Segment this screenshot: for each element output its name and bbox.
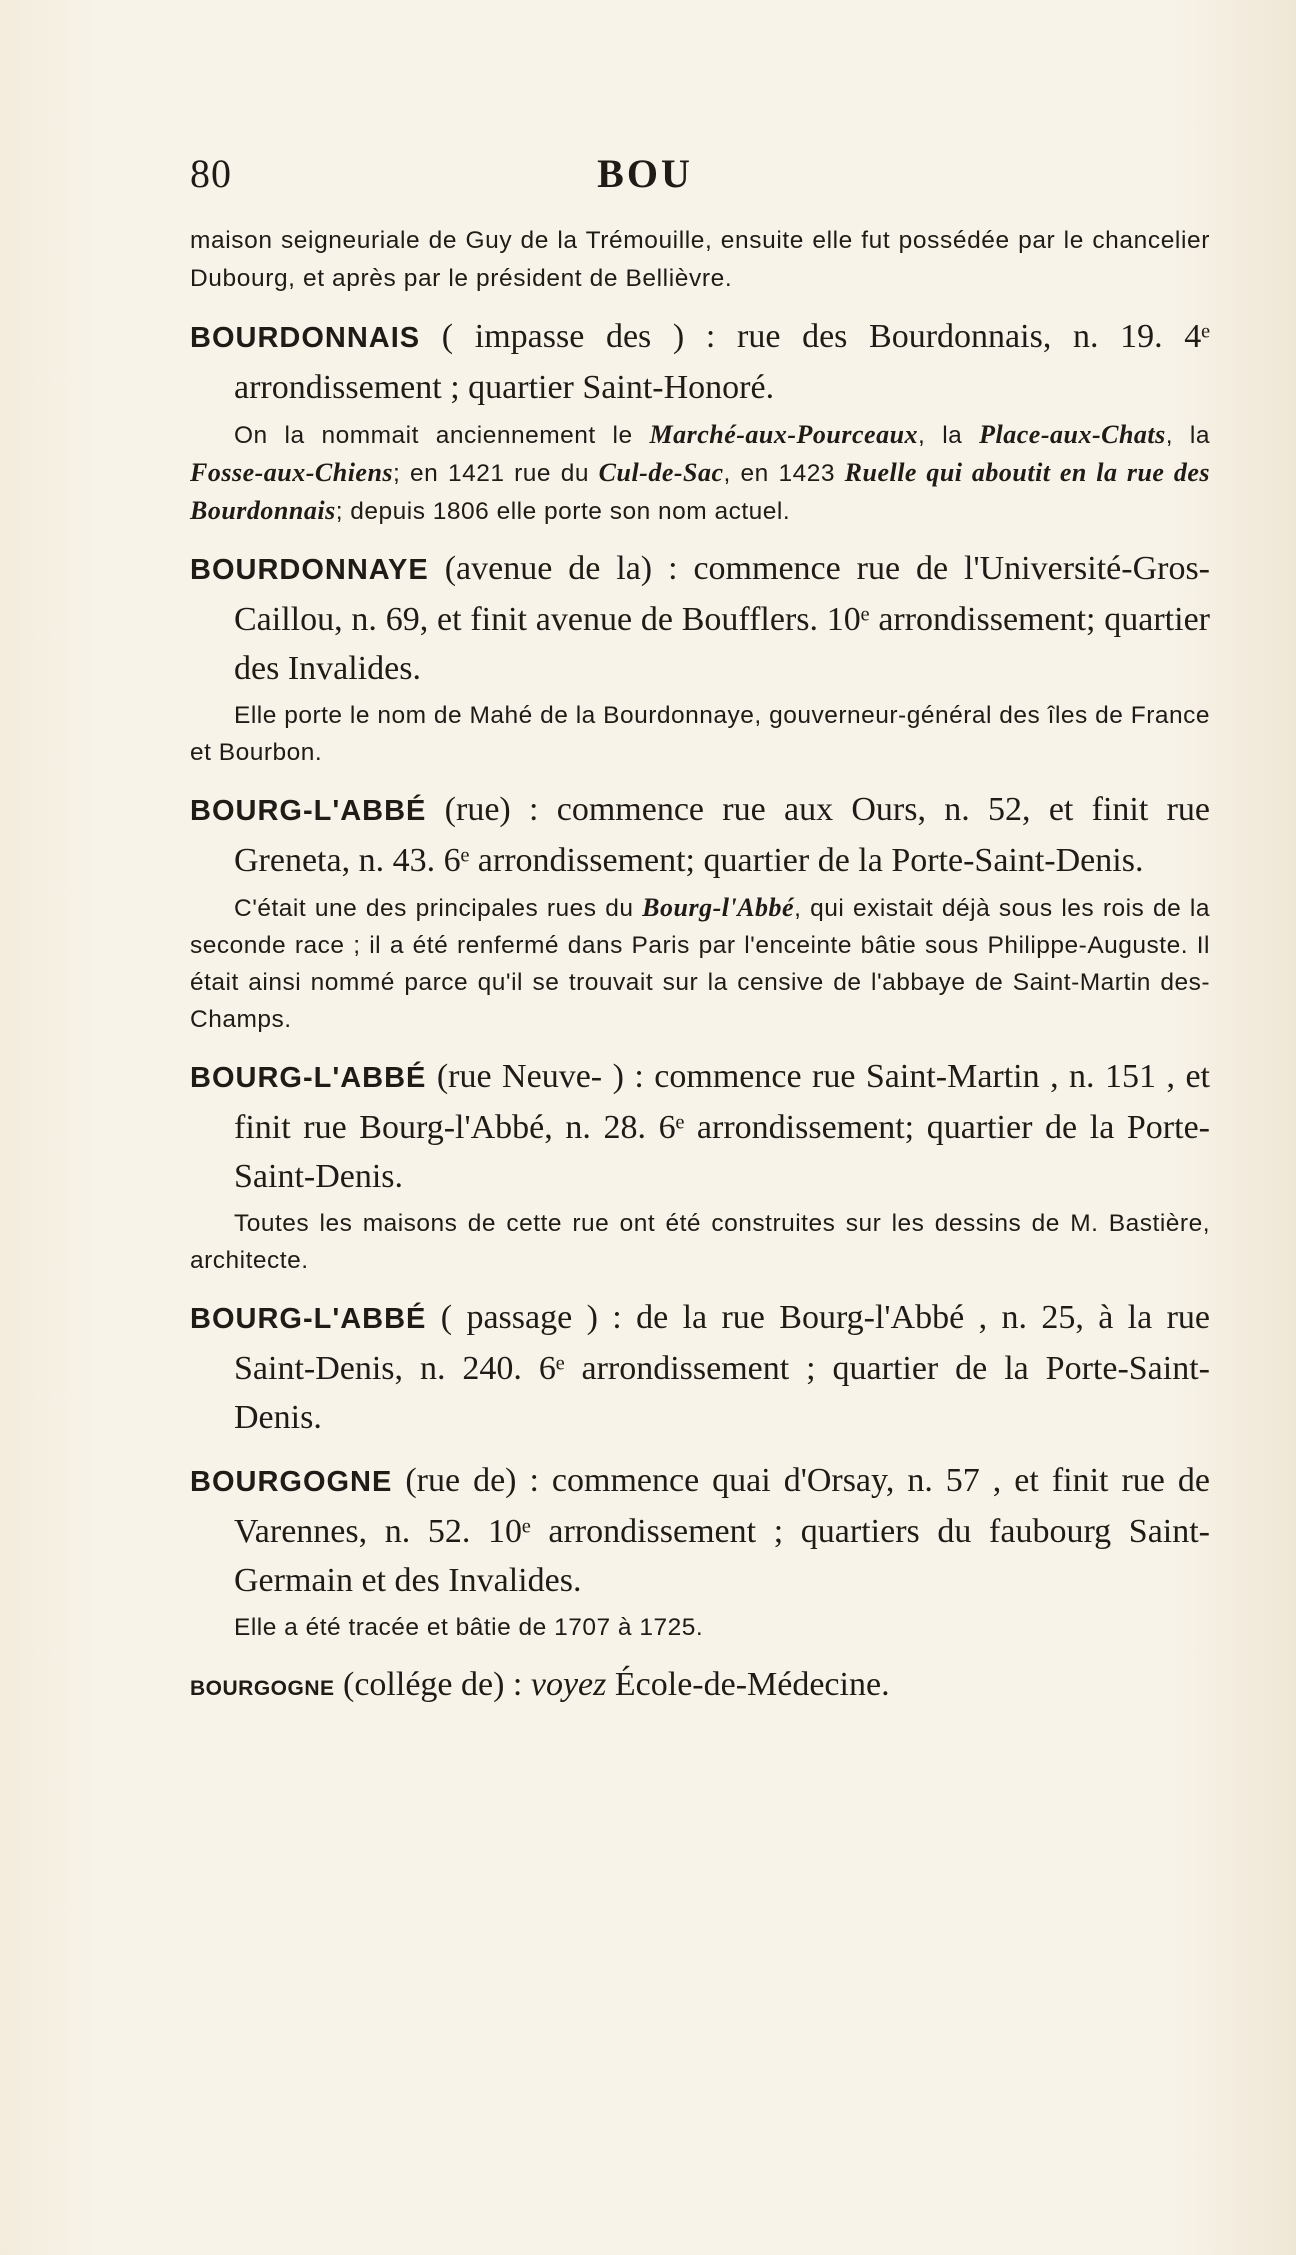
entry-text: (rue Neuve- ) : commence rue Saint-Martin , n. 151 , et finit rue Bourg-l'Abbé, n. 28. 6ᵉ arrondissement; quartier de la Porte-Saint-Denis. <box>234 1058 1210 1195</box>
running-head: BOU <box>597 151 693 196</box>
entry-note <box>190 1205 1210 1279</box>
entry-headword: BOURGOGNE <box>190 1677 335 1700</box>
entry-headword: BOURG-L'ABBÉ <box>190 1062 427 1094</box>
italic-text: Fosse-aux-Chiens <box>190 458 394 487</box>
entry-main <box>190 1660 1210 1713</box>
entry-headword: BOURDONNAYE <box>190 554 429 586</box>
page-content <box>190 222 1210 1727</box>
entry-text: ( impasse des ) : rue des Bourdonnais, n. 19. 4ᵉ arrondissement ; quartier Saint-Honoré. <box>234 318 1210 406</box>
entry-bourg-labbe-rue-neuve <box>190 1052 1210 1279</box>
italic-text: Place-aux-Chats <box>979 420 1166 449</box>
note-text: ; depuis 1806 elle porte son nom actuel. <box>335 498 791 525</box>
note-text: (collége de) : <box>334 1666 531 1703</box>
note-text: , en 1423 <box>723 460 845 487</box>
page-header <box>190 150 1100 200</box>
italic-text: Marché-aux-Pourceaux <box>649 420 919 449</box>
entry-text: (avenue de la) : commence rue de l'Université-Gros-Caillou, n. 69, et finit avenue de Boufflers. 10ᵉ arrondissement; quartier des Invalides. <box>234 550 1210 687</box>
italic-text: voyez <box>530 1666 607 1703</box>
entry-main <box>190 1052 1210 1201</box>
entry-bourgogne-rue <box>190 1456 1210 1646</box>
continuation-text: maison seigneuriale de Guy de la Trémouille, ensuite elle fut possédée par le chancelier Dubourg, et après par le président de Bellièvre. <box>190 227 1210 292</box>
entry-bourdonnais <box>190 312 1210 530</box>
entry-bourg-labbe-passage <box>190 1293 1210 1442</box>
note-text: ; en 1421 rue du <box>393 460 599 487</box>
entry-headword: BOURG-L'ABBÉ <box>190 795 427 827</box>
entry-bourg-labbe-rue <box>190 785 1210 1038</box>
entry-main <box>190 1293 1210 1442</box>
note-text: , qui existait déjà sous les rois de la seconde race ; il a été renfermé dans Paris par l'enceinte bâtie sous Philippe-Auguste. Il était ainsi nommé parce qu'il se trouvait sur la censive de l'abbaye de Saint-Martin des-Champs. <box>190 895 1210 1033</box>
entry-bourdonnaye <box>190 544 1210 771</box>
entry-note <box>190 889 1210 1038</box>
italic-text: Bourg-l'Abbé <box>642 893 795 922</box>
entry-headword: BOURDONNAIS <box>190 322 421 354</box>
page-number: 80 <box>190 151 232 196</box>
entry-text: (rue) : commence rue aux Ours, n. 52, et finit rue Greneta, n. 43. 6ᵉ arrondissement; quartier de la Porte-Saint-Denis. <box>234 791 1210 879</box>
entry-main <box>190 785 1210 885</box>
note-text: École-de-Médecine. <box>606 1666 890 1703</box>
note-text: C'était une des principales rues du <box>234 895 643 922</box>
entry-headword: BOURG-L'ABBÉ <box>190 1303 427 1335</box>
entry-main <box>190 544 1210 693</box>
entry-main <box>190 1456 1210 1605</box>
entry-text: ( passage ) : de la rue Bourg-l'Abbé , n. 25, à la rue Saint-Denis, n. 240. 6ᵉ arrondissement ; quartier de la Porte-Saint-Denis. <box>234 1299 1210 1436</box>
entry-note <box>190 697 1210 771</box>
entry-headword: BOURGOGNE <box>190 1466 393 1498</box>
note-text: Elle porte le nom de Mahé de la Bourdonnaye, gouverneur-général des îles de France et Bourbon. <box>190 702 1210 766</box>
note-text: , la <box>1165 422 1211 449</box>
entry-bourgogne-college <box>190 1660 1210 1713</box>
note-text: , la <box>918 422 980 449</box>
note-text: On la nommait anciennement le <box>234 422 650 449</box>
entry-note <box>190 416 1210 530</box>
note-text: Elle a été tracée et bâtie de 1707 à 1725. <box>234 1614 704 1641</box>
entry-text: (rue de) : commence quai d'Orsay, n. 57 , et finit rue de Varennes, n. 52. 10ᵉ arrondissement ; quartiers du faubourg Saint-Germain et des Invalides. <box>234 1462 1210 1599</box>
note-text: Toutes les maisons de cette rue ont été construites sur les dessins de M. Bastière, architecte. <box>190 1210 1210 1274</box>
italic-text: Ruelle qui aboutit en la rue des Bourdonnais <box>190 458 1210 525</box>
entry-note <box>190 1609 1210 1646</box>
italic-text: Cul-de-Sac <box>598 458 724 487</box>
entry-main <box>190 312 1210 412</box>
